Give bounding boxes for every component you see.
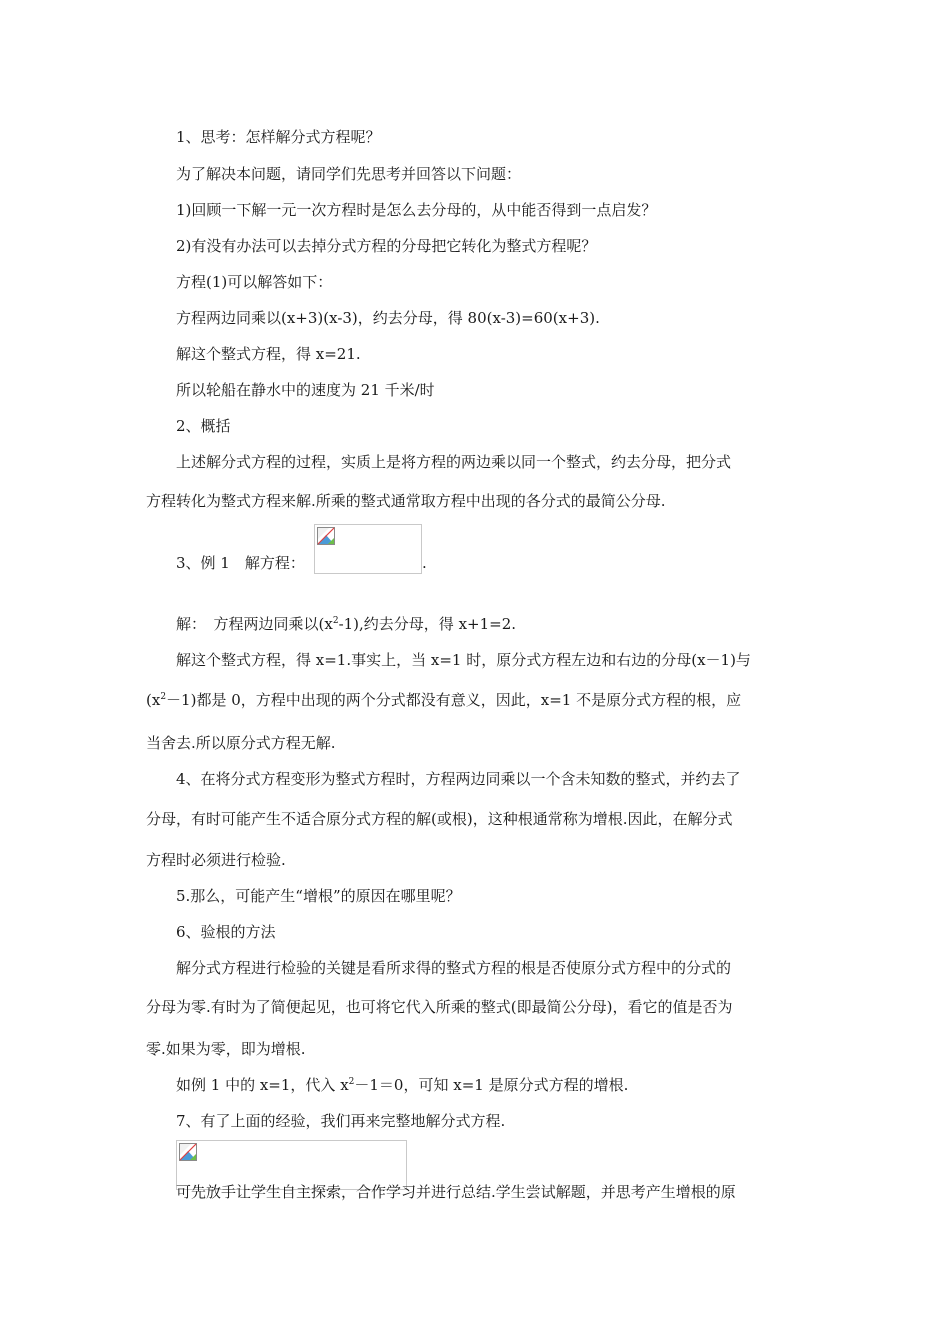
heading-verify-root: 6、验根的方法 <box>176 923 276 941</box>
paragraph: 方程时必须进行检验. <box>146 851 286 869</box>
paragraph: 7、有了上面的经验，我们再来完整地解分式方程. <box>176 1112 506 1130</box>
paragraph: 1)回顾一下解一元一次方程时是怎么去分母的，从中能否得到一点启发？ <box>176 201 657 219</box>
broken-image-icon <box>317 527 335 545</box>
paragraph: 可先放手让学生自主探索，合作学习并进行总结.学生尝试解题，并思考产生增根的原 <box>176 1183 736 1201</box>
paragraph: 解这个整式方程，得 x=21. <box>176 345 361 363</box>
paragraph: 分母为零.有时为了简便起见，也可将它代入所乘的整式(即最简公分母)，看它的值是否为 <box>146 998 733 1016</box>
paragraph: 解这个整式方程，得 x=1.事实上，当 x=1 时，原分式方程左边和右边的分母(x－1)与 <box>176 651 751 669</box>
paragraph: 解分式方程进行检验的关键是看所求得的整式方程的根是否使原分式方程中的分式的 <box>176 959 732 977</box>
period: . <box>422 554 427 572</box>
paragraph: 5.那么，可能产生“增根”的原因在哪里呢？ <box>176 887 461 905</box>
example-1-label: 3、例 1 解方程： <box>176 554 305 572</box>
paragraph: 2)有没有办法可以去掉分式方程的分母把它转化为整式方程呢？ <box>176 237 597 255</box>
solution-line: 解： 方程两边同乘以$(x^2-1)$,约去分母，得 x+1=2. <box>176 615 517 633</box>
paragraph: 方程(1)可以解答如下： <box>176 273 333 291</box>
paragraph: 为了解决本问题，请同学们先思考并回答以下问题： <box>176 165 522 183</box>
heading-think: 1、思考：怎样解分式方程呢？ <box>176 128 381 146</box>
broken-image-icon <box>179 1143 197 1161</box>
paragraph: 如例 1 中的 x=1，代入 $x^2-1=0$，可知 x=1 是原分式方程的增根. <box>176 1076 629 1094</box>
paragraph: 4、在将分式方程变形为整式方程时，方程两边同乘以一个含未知数的整式，并约去了 <box>176 770 741 788</box>
paragraph: 零.如果为零，即为增根. <box>146 1040 306 1058</box>
paragraph: 所以轮船在静水中的速度为 21 千米/时 <box>176 381 435 399</box>
equation-image-placeholder <box>314 524 422 574</box>
heading-summary: 2、概括 <box>176 417 231 435</box>
paragraph: 上述解分式方程的过程，实质上是将方程的两边乘以同一个整式，约去分母，把分式 <box>176 453 732 471</box>
paragraph: 当舍去.所以原分式方程无解. <box>146 734 336 752</box>
paragraph: $(x^2-1)$都是 0，方程中出现的两个分式都没有意义，因此，x=1 不是原分式方程的根，应 <box>146 691 742 709</box>
paragraph: 方程两边同乘以(x+3)(x-3)，约去分母，得 80(x-3)=60(x+3). <box>176 309 600 327</box>
paragraph: 分母，有时可能产生不适合原分式方程的解(或根)，这种根通常称为增根.因此，在解分式 <box>146 810 733 828</box>
paragraph: 方程转化为整式方程来解.所乘的整式通常取方程中出现的各分式的最简公分母. <box>146 492 666 510</box>
